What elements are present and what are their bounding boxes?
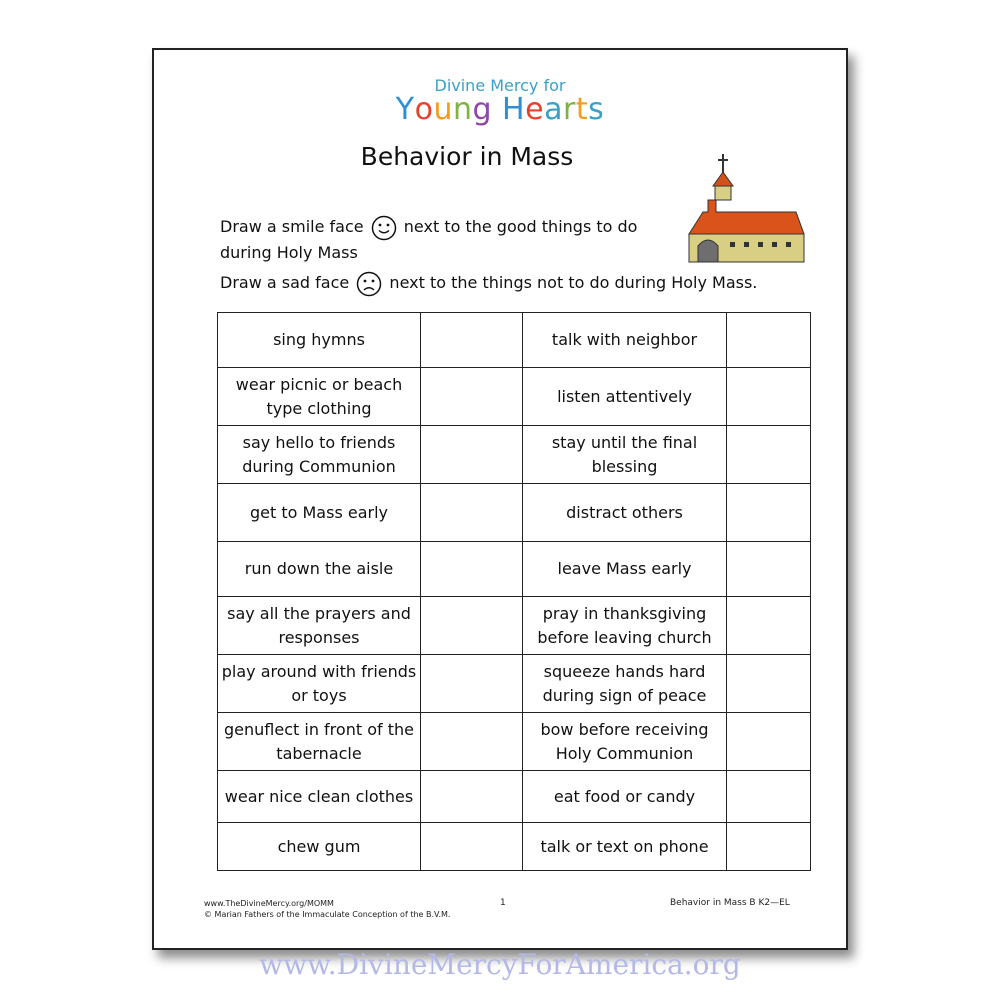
behavior-text-right: talk with neighbor [523,313,727,368]
footer-left [204,898,450,920]
sad-face-icon [356,271,382,297]
table-row [218,368,811,426]
behavior-text-left: play around with friends or toys [218,655,421,713]
answer-cell-right[interactable] [727,713,811,771]
brand-letter: n [452,92,473,127]
answer-cell-right[interactable] [727,368,811,426]
instruction-text: next to the good things to do [403,217,638,236]
page-number: 1 [500,898,506,908]
answer-cell-left[interactable] [421,313,523,368]
table-row [218,313,811,368]
instruction-text: next to the things not to do during Holy Mass. [389,273,758,292]
behavior-text-right: pray in thanksgiving before leaving church [523,597,727,655]
answer-cell-left[interactable] [421,823,523,871]
table-row [218,823,811,871]
behavior-text-left: say hello to friends during Communion [218,426,421,484]
behavior-text-left: chew gum [218,823,421,871]
answer-cell-right[interactable] [727,771,811,823]
answer-cell-left[interactable] [421,597,523,655]
behavior-text-right: bow before receiving Holy Communion [523,713,727,771]
instruction-line-1 [220,214,637,241]
behavior-table [217,312,811,871]
answer-cell-left[interactable] [421,771,523,823]
behavior-text-left: wear picnic or beach type clothing [218,368,421,426]
answer-cell-right[interactable] [727,823,811,871]
behavior-text-left: genuflect in front of the tabernacle [218,713,421,771]
church-icon [686,154,806,264]
table-row [218,597,811,655]
brand-letter: s [588,92,605,127]
brand-letter: a [544,92,563,127]
brand-letter: r [562,92,576,127]
behavior-text-right: squeeze hands hard during sign of peace [523,655,727,713]
instruction-text: Draw a sad face [220,273,350,292]
table-row [218,484,811,542]
instruction-line-3 [220,270,757,297]
brand-letter: u [433,92,453,127]
behavior-text-right: eat food or candy [523,771,727,823]
answer-cell-right[interactable] [727,542,811,597]
table-row [218,713,811,771]
brand-logo [154,92,846,127]
brand-letter: o [414,92,434,127]
table-row [218,771,811,823]
footer-copyright: © Marian Fathers of the Immaculate Conception of the B.V.M. [204,910,451,919]
answer-cell-right[interactable] [727,655,811,713]
brand-letter: e [525,92,545,127]
answer-cell-left[interactable] [421,484,523,542]
answer-cell-left[interactable] [421,655,523,713]
answer-cell-right[interactable] [727,426,811,484]
footer-doc-id: Behavior in Mass B K2—EL [670,898,790,908]
brand-letter: H [502,92,526,127]
behavior-text-left: get to Mass early [218,484,421,542]
answer-cell-left[interactable] [421,713,523,771]
answer-cell-left[interactable] [421,368,523,426]
behavior-text-left: wear nice clean clothes [218,771,421,823]
answer-cell-left[interactable] [421,542,523,597]
answer-cell-right[interactable] [727,313,811,368]
page-title: Behavior in Mass [360,142,574,171]
behavior-text-left: say all the prayers and responses [218,597,421,655]
instruction-line-2: during Holy Mass [220,243,358,262]
answer-cell-right[interactable] [727,484,811,542]
brand-letter: t [575,92,589,127]
footer-url: www.TheDivineMercy.org/MOMM [204,899,334,908]
watermark: www.DivineMercyForAmerica.org [259,948,741,981]
behavior-text-right: distract others [523,484,727,542]
table-row [218,655,811,713]
smile-face-icon [371,215,397,241]
table-row [218,542,811,597]
brand-top-line: Divine Mercy for [434,76,566,95]
table-row [218,426,811,484]
behavior-text-right: talk or text on phone [523,823,727,871]
behavior-text-left: sing hymns [218,313,421,368]
answer-cell-right[interactable] [727,597,811,655]
instruction-text: Draw a smile face [220,217,364,236]
behavior-text-right: stay until the final blessing [523,426,727,484]
brand-letter: Y [395,92,415,127]
worksheet-page [152,48,848,950]
behavior-text-right: listen attentively [523,368,727,426]
answer-cell-left[interactable] [421,426,523,484]
brand-letter: g [472,92,493,127]
behavior-text-left: run down the aisle [218,542,421,597]
behavior-text-right: leave Mass early [523,542,727,597]
